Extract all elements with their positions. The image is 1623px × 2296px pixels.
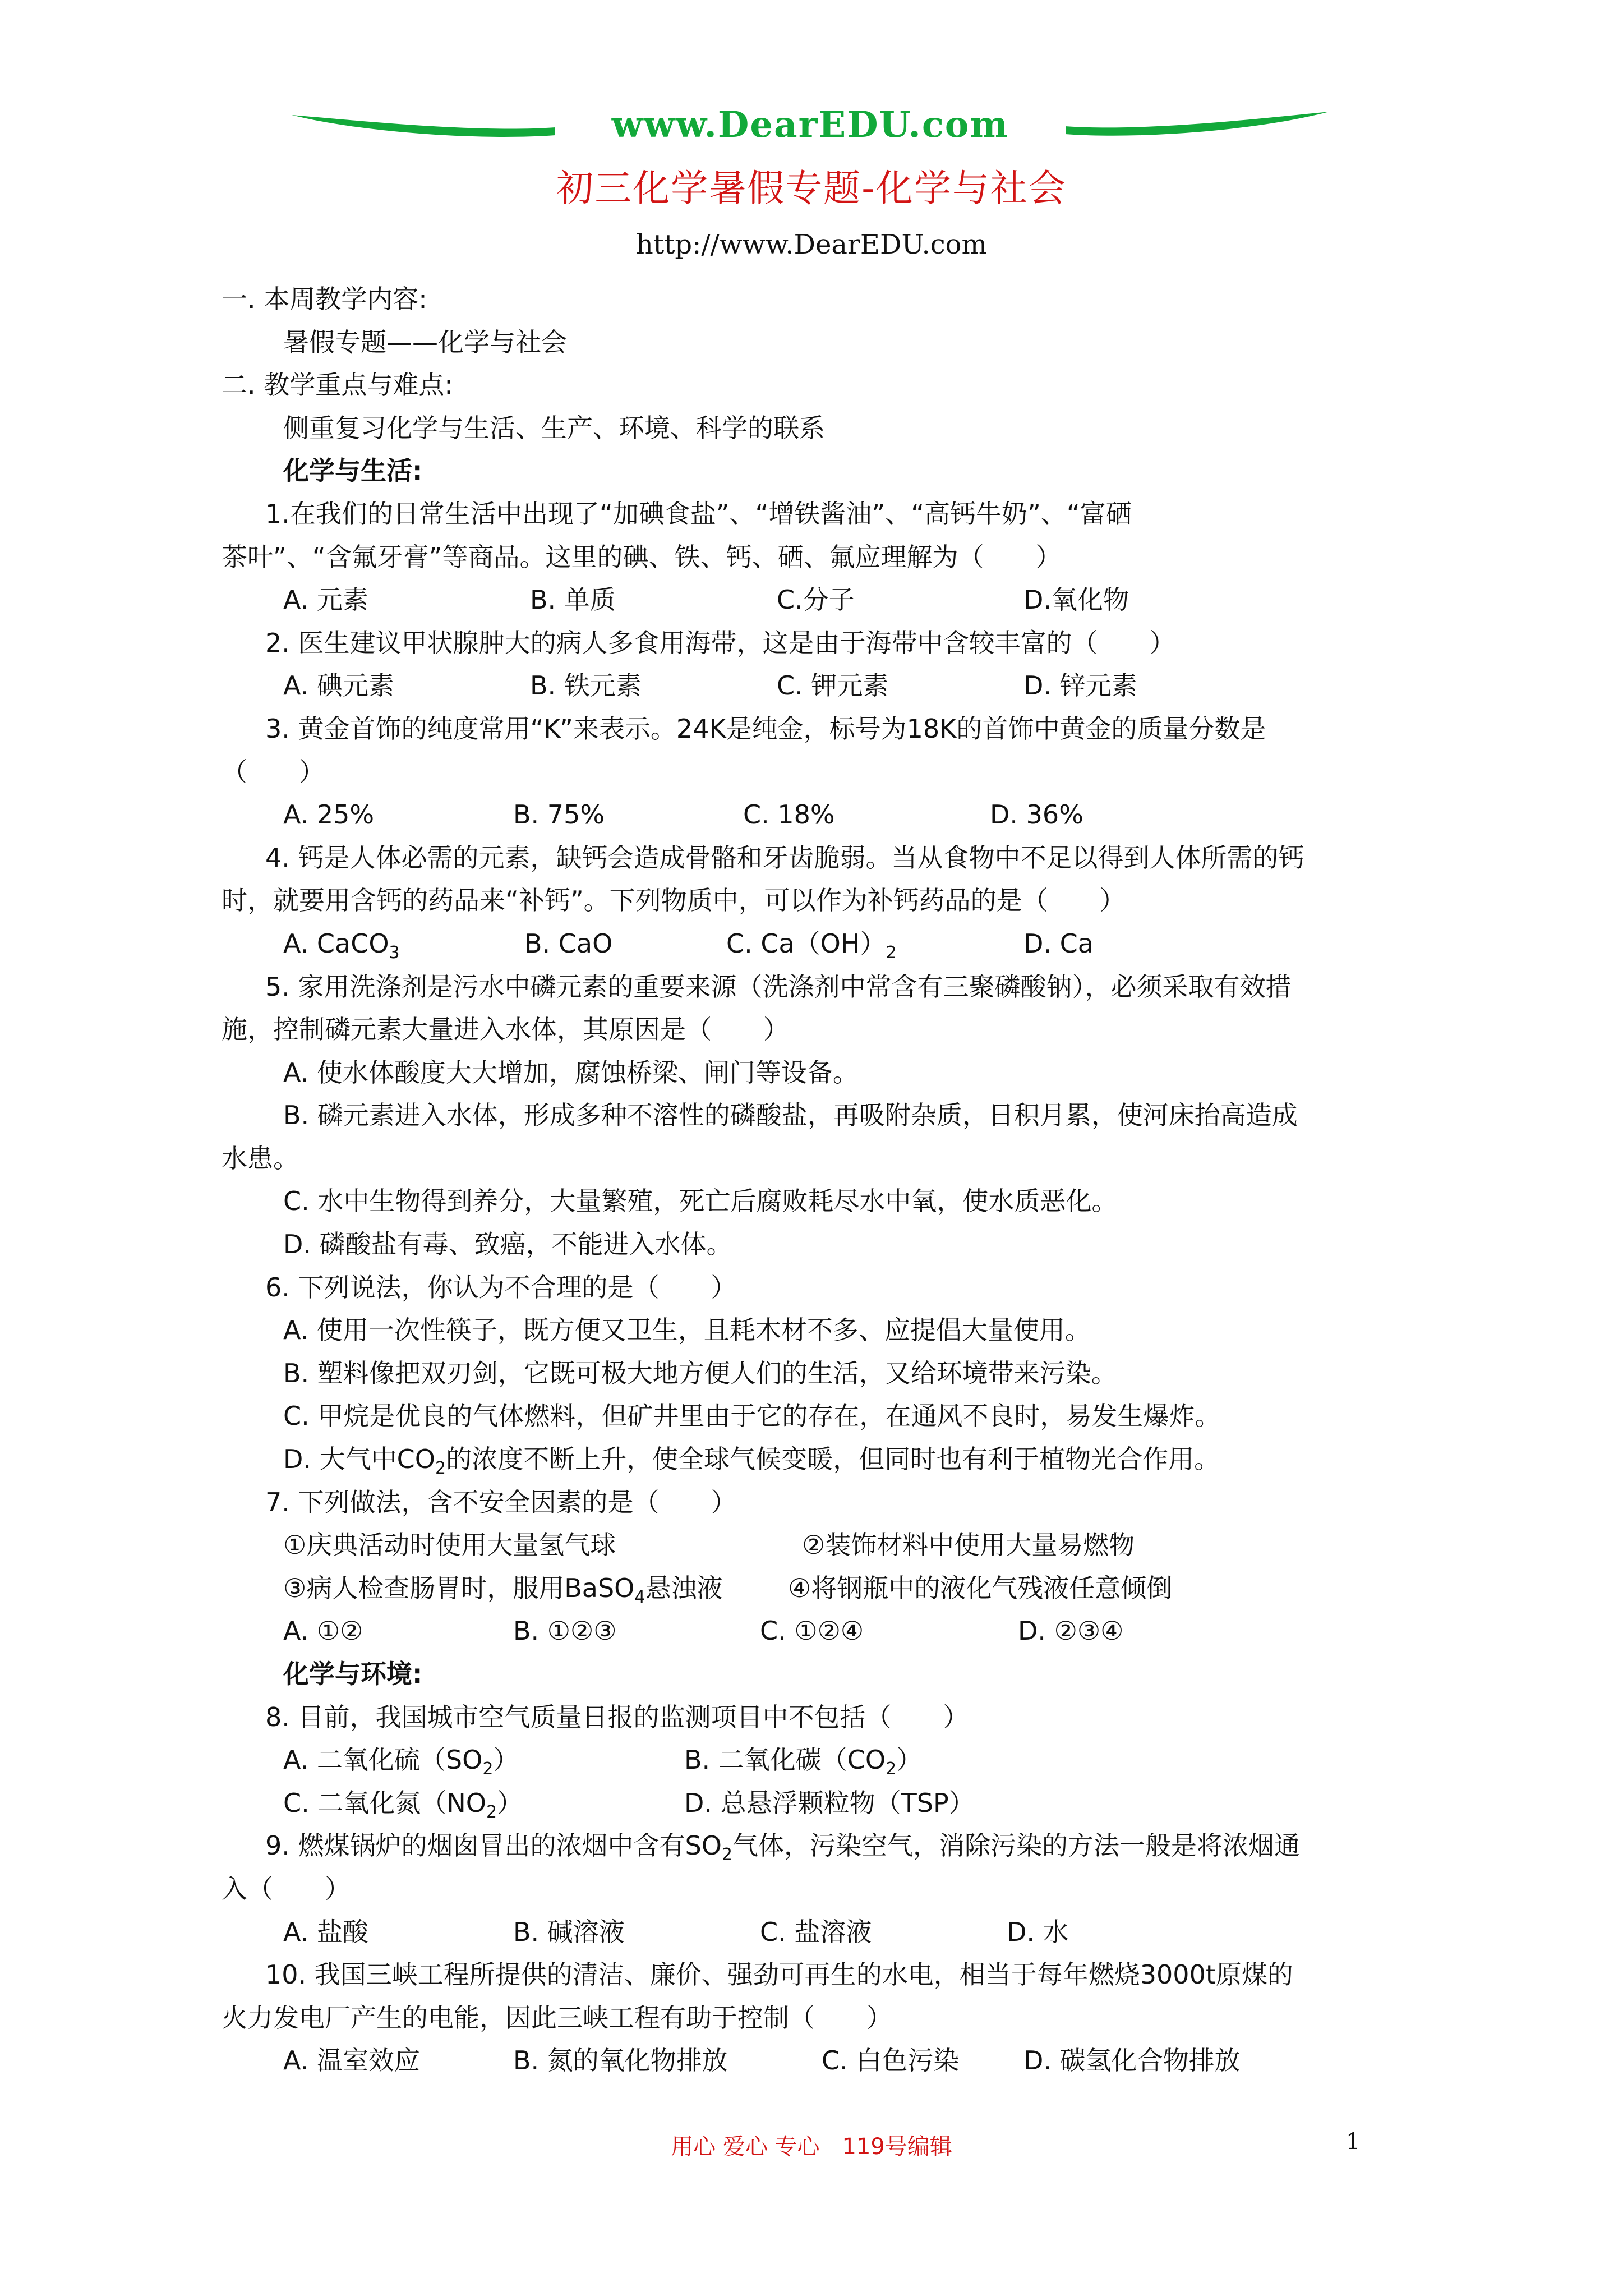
option: D. Ca xyxy=(1023,928,1094,959)
site-url[interactable]: http://www.DearEDU.com xyxy=(635,229,988,260)
page-number: 1 xyxy=(1346,2129,1361,2155)
question-6-text: 6. 下列说法，你认为不合理的是（ ） xyxy=(265,1272,737,1303)
question-5-text: 5. 家用洗涤剂是污水中磷元素的重要来源（洗涤剂中常含有三聚磷酸钠），必须采取有效措 xyxy=(265,971,1292,1002)
site-logo: www.DearEDU.com xyxy=(611,104,1009,146)
question-9-options xyxy=(222,1911,1422,1954)
option: B. 二氧化碳（CO2） xyxy=(684,1745,923,1779)
question-10-text: 火力发电厂产生的电能，因此三峡工程有助于控制（ ） xyxy=(222,2002,892,2033)
question-7-text: 7. 下列做法，含不安全因素的是（ ） xyxy=(265,1487,737,1517)
option: D. ②③④ xyxy=(1018,1616,1124,1646)
option: C. 白色污染 xyxy=(822,2045,960,2076)
question-3-text: 3. 黄金首饰的纯度常用“K”来表示。24K是纯金，标号为18K的首饰中黄金的质量分数是 xyxy=(265,713,1266,744)
option: C.分子 xyxy=(777,585,855,615)
option: D. 水 xyxy=(1007,1916,1069,1947)
footer-note: 用心 爱心 专心 119号编辑 xyxy=(671,2134,952,2160)
option: A. 碘元素 xyxy=(283,670,394,701)
option: A. 温室效应 xyxy=(283,2045,420,2076)
statement-item: ③病人检查肠胃时，服用BaSO4悬浊液 xyxy=(283,1572,723,1607)
document-body xyxy=(222,278,1422,2082)
section-text: 侧重复习化学与生活、生产、环境、科学的联系 xyxy=(283,412,825,443)
question-7-options xyxy=(222,1609,1422,1653)
question-1-text: 1.在我们的日常生活中出现了“加碘食盐”、“增铁酱油”、“高钙牛奶”、“富硒 xyxy=(265,498,1132,529)
option: A. 使水体酸度大大增加，腐蚀桥梁、闸门等设备。 xyxy=(283,1057,859,1088)
option: C. 二氧化氮（NO2） xyxy=(283,1787,523,1822)
option: D. 磷酸盐有毒、致癌，不能进入水体。 xyxy=(283,1229,732,1260)
question-4-text: 4. 钙是人体必需的元素，缺钙会造成骨骼和牙齿脆弱。当从食物中不足以得到人体所需的钙 xyxy=(265,842,1304,873)
question-8-options xyxy=(222,1782,1422,1825)
option: B. 75% xyxy=(513,799,605,830)
question-9-text: 9. 燃煤锅炉的烟囱冒出的浓烟中含有$SO_2$气体，污染空气，消除污染的方法一般是将浓烟通 xyxy=(265,1830,1301,1865)
question-9-text: 入（ ） xyxy=(222,1873,351,1904)
question-1-options xyxy=(222,578,1422,622)
question-3-options xyxy=(222,793,1422,836)
option: C. 18% xyxy=(743,799,835,830)
section-text: 暑假专题——化学与社会 xyxy=(283,326,567,357)
section-heading: 二. 教学重点与难点: xyxy=(222,370,453,401)
section-heading: 一. 本周教学内容: xyxy=(222,284,427,314)
question-1-text: 茶叶”、“含氟牙膏”等商品。这里的碘、铁、钙、硒、氟应理解为（ ） xyxy=(222,541,1062,572)
option: A. 元素 xyxy=(283,585,368,615)
option: D. 36% xyxy=(990,799,1083,830)
question-4-text: 时，就要用含钙的药品来“补钙”。下列物质中，可以作为补钙药品的是（ ） xyxy=(222,885,1126,916)
option: D. 碳氢化合物排放 xyxy=(1023,2045,1241,2076)
option: D. 锌元素 xyxy=(1023,670,1137,701)
option: B. 碱溶液 xyxy=(513,1916,625,1947)
option: D. 大气中$CO_2$的浓度不断上升，使全球气候变暖，但同时也有利于植物光合作用。 xyxy=(283,1444,1220,1479)
statement-item: ①庆典活动时使用大量氢气球 xyxy=(283,1530,616,1561)
statement-item: ②装饰材料中使用大量易燃物 xyxy=(802,1530,1135,1561)
option: B. 磷元素进入水体，形成多种不溶性的磷酸盐，再吸附杂质，日积月累，使河床抬高造成 xyxy=(283,1100,1298,1131)
option: A. 二氧化硫（SO2） xyxy=(283,1745,519,1779)
option: B. CaO xyxy=(524,928,613,959)
option: C. 盐溶液 xyxy=(760,1916,872,1947)
option: A. 盐酸 xyxy=(283,1916,368,1947)
question-5-text: 施，控制磷元素大量进入水体，其原因是（ ） xyxy=(222,1014,789,1045)
question-2-options xyxy=(222,664,1422,707)
topic-heading-environment: 化学与环境: xyxy=(283,1659,423,1689)
option: C. Ca（OH）2 xyxy=(726,928,897,963)
option: C. 钾元素 xyxy=(777,670,889,701)
option: C. 水中生物得到养分，大量繁殖，死亡后腐败耗尽水中氧，使水质恶化。 xyxy=(283,1186,1118,1217)
question-8-text: 8. 目前，我国城市空气质量日报的监测项目中不包括（ ） xyxy=(265,1701,969,1732)
option: D.氧化物 xyxy=(1023,585,1129,615)
option: A. CaCO3 xyxy=(283,928,400,963)
option: B. ①②③ xyxy=(513,1616,617,1646)
question-7-items xyxy=(222,1524,1422,1567)
question-3-text: （ ） xyxy=(222,756,325,787)
site-header xyxy=(292,98,1329,154)
statement-item: ④将钢瓶中的液化气残液任意倾倒 xyxy=(788,1572,1173,1603)
option: B. 单质 xyxy=(530,585,616,615)
option: B. 氮的氧化物排放 xyxy=(513,2045,728,2076)
topic-heading-life: 化学与生活: xyxy=(283,455,423,486)
option: B. 铁元素 xyxy=(530,670,642,701)
option: B. 塑料像把双刃剑，它既可极大地方便人们的生活，又给环境带来污染。 xyxy=(283,1358,1117,1388)
question-2-text: 2. 医生建议甲状腺肿大的病人多食用海带，这是由于海带中含较丰富的（ ） xyxy=(265,627,1175,658)
option: C. ①②④ xyxy=(760,1616,864,1646)
option: A. ①② xyxy=(283,1616,363,1646)
question-8-options xyxy=(222,1738,1422,1782)
option: D. 总悬浮颗粒物（TSP） xyxy=(684,1787,975,1818)
question-10-options xyxy=(222,2039,1422,2082)
option: 水患。 xyxy=(222,1143,299,1174)
option: C. 甲烷是优良的气体燃料，但矿井里由于它的存在，在通风不良时，易发生爆炸。 xyxy=(283,1401,1221,1432)
question-7-items xyxy=(222,1567,1422,1610)
question-10-text: 10. 我国三峡工程所提供的清洁、廉价、强劲可再生的水电，相当于每年燃烧3000t原煤的 xyxy=(265,1959,1293,1990)
question-4-options xyxy=(222,922,1422,965)
option: A. 25% xyxy=(283,799,375,830)
option: A. 使用一次性筷子，既方便又卫生，且耗木材不多、应提倡大量使用。 xyxy=(283,1315,1091,1346)
document-title: 初三化学暑假专题-化学与社会 xyxy=(556,167,1067,210)
